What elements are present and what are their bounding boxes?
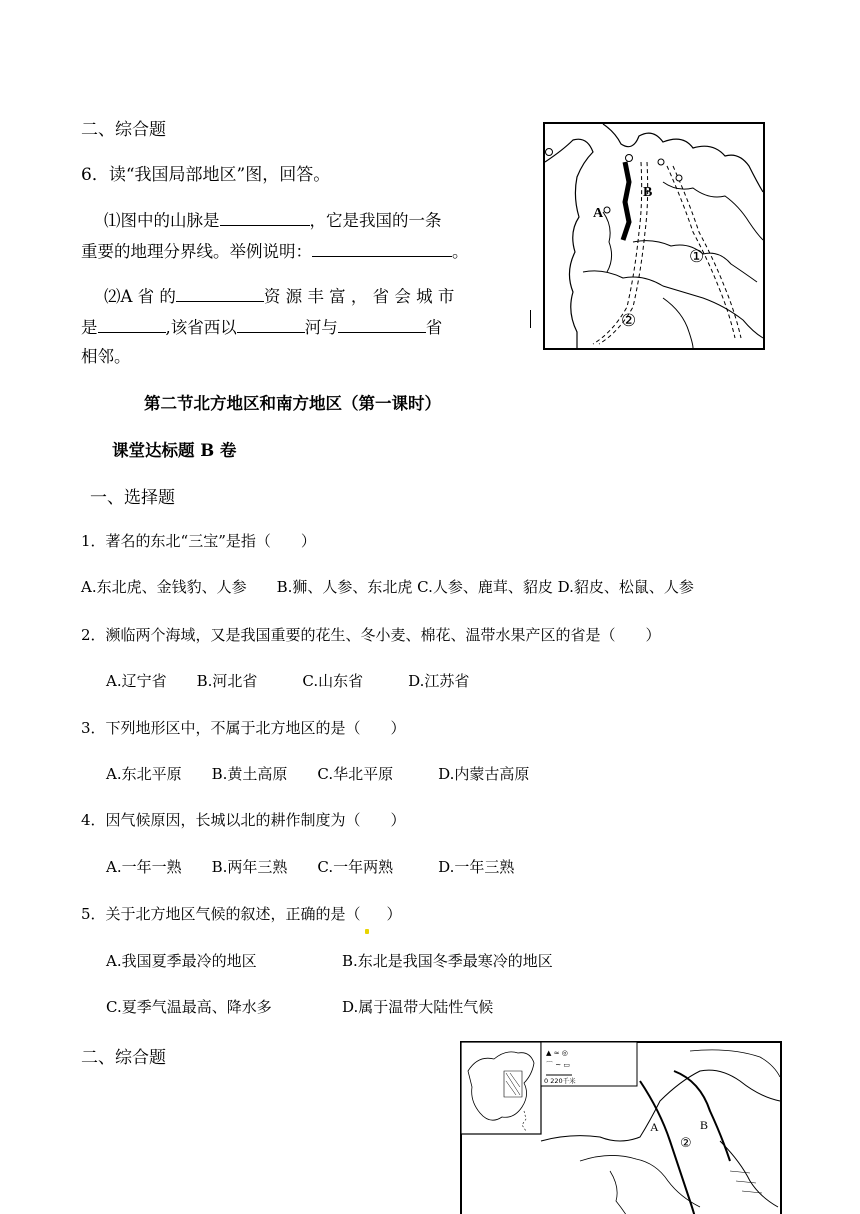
question-5-stem [81,903,402,924]
question-5-option-b: B.东北是我国冬季最寒冷的地区 [342,952,553,970]
section-title: 第二节北方地区和南方地区（第一课时） [144,394,441,413]
question-5-option-a: A.我国夏季最冷的地区 [106,952,257,970]
answer-blank-river [237,317,305,333]
svg-text:⌒ ~ ▭: ⌒ ~ ▭ [546,1061,570,1069]
question-6-part1-line1 [104,207,442,231]
map-bottom-label-2: ② [680,1136,692,1151]
q6-2-text-e: 河与 [304,318,338,337]
map-label-1: ① [689,247,705,267]
question-6-part2-line1 [104,283,454,307]
q6-2-text-d: ,该省西以 [165,318,237,337]
question-5-stem-text: 5．关于北方地区气候的叙述，正确的是（ [81,905,361,923]
answer-blank-province [338,317,426,333]
q6-2-text-f: 省 [425,318,443,337]
answer-blank-resource [176,286,264,302]
text-cursor-marker [365,929,369,934]
map-scale-label: 0 220千米 [544,1077,576,1085]
q6-2-text-c: 是 [81,318,98,337]
regional-map-bottom [460,1041,782,1214]
svg-text:▲ ≈ ◎: ▲ ≈ ◎ [546,1049,568,1057]
question-6-part2-line3: 相邻。 [81,347,131,366]
question-4-stem: 4．因气候原因，长城以北的耕作制度为（ ） [81,811,406,829]
question-2-stem: 2．濒临两个海域，又是我国重要的花生、冬小麦、棉花、温带水果产区的省是（ ） [81,626,661,644]
question-5-option-d: D.属于温带大陆性气候 [342,998,494,1016]
question-3-options: A.东北平原 B.黄土高原 C.华北平原 D.内蒙古高原 [106,765,530,783]
map-bottom-label-a: A [650,1120,659,1134]
answer-blank-example [312,241,452,257]
map-label-2: ② [621,311,637,331]
q6-1-text-a: ⑴图中的山脉是 [104,211,220,230]
question-6-part2-line2 [81,314,442,338]
question-1-stem: 1．著名的东北“三宝”是指（ ） [81,532,316,550]
margin-mark [530,310,531,328]
question-6-part1-line2 [81,238,469,262]
map-label-a: A [593,206,604,221]
question-3-stem: 3．下列地形区中，不属于北方地区的是（ ） [81,719,406,737]
q6-1-text-c: 重要的地理分界线。举例说明： [81,242,312,261]
q6-1-text-b: ，它是我国的一条 [309,211,442,230]
section-heading-comprehensive-top: 二、综合题 [81,120,166,140]
regional-map-top [543,122,765,350]
q6-1-text-d: 。 [452,242,469,261]
question-5-stem-end: ） [386,905,402,923]
question-5-option-c: C.夏季气温最高、降水多 [106,998,272,1016]
map-label-b: B [643,185,653,200]
question-6-title: 6．读“我国局部地区”图，回答。 [81,165,331,185]
q6-2-text-b: 资 源 丰 富 ， 省 会 城 市 [263,287,455,306]
q6-2-text-a: ⑵A 省 的 [104,287,176,306]
map-bottom-label-b: B [700,1118,709,1132]
answer-blank-capital [98,317,166,333]
section-heading-comprehensive-bottom: 二、综合题 [81,1048,166,1068]
answer-blank-mountain [220,210,310,226]
section-heading-choice: 一、选择题 [90,488,175,508]
question-2-options: A.辽宁省 B.河北省 C.山东省 D.江苏省 [106,672,470,690]
question-1-options: A.东北虎、金钱豹、人参 B.狮、人参、东北虎 C.人参、鹿茸、貂皮 D.貂皮、松鼠、人参 [81,578,694,596]
question-4-options: A.一年一熟 B.两年三熟 C.一年两熟 D.一年三熟 [106,858,515,876]
section-subtitle: 课堂达标题 B 卷 [112,441,237,460]
